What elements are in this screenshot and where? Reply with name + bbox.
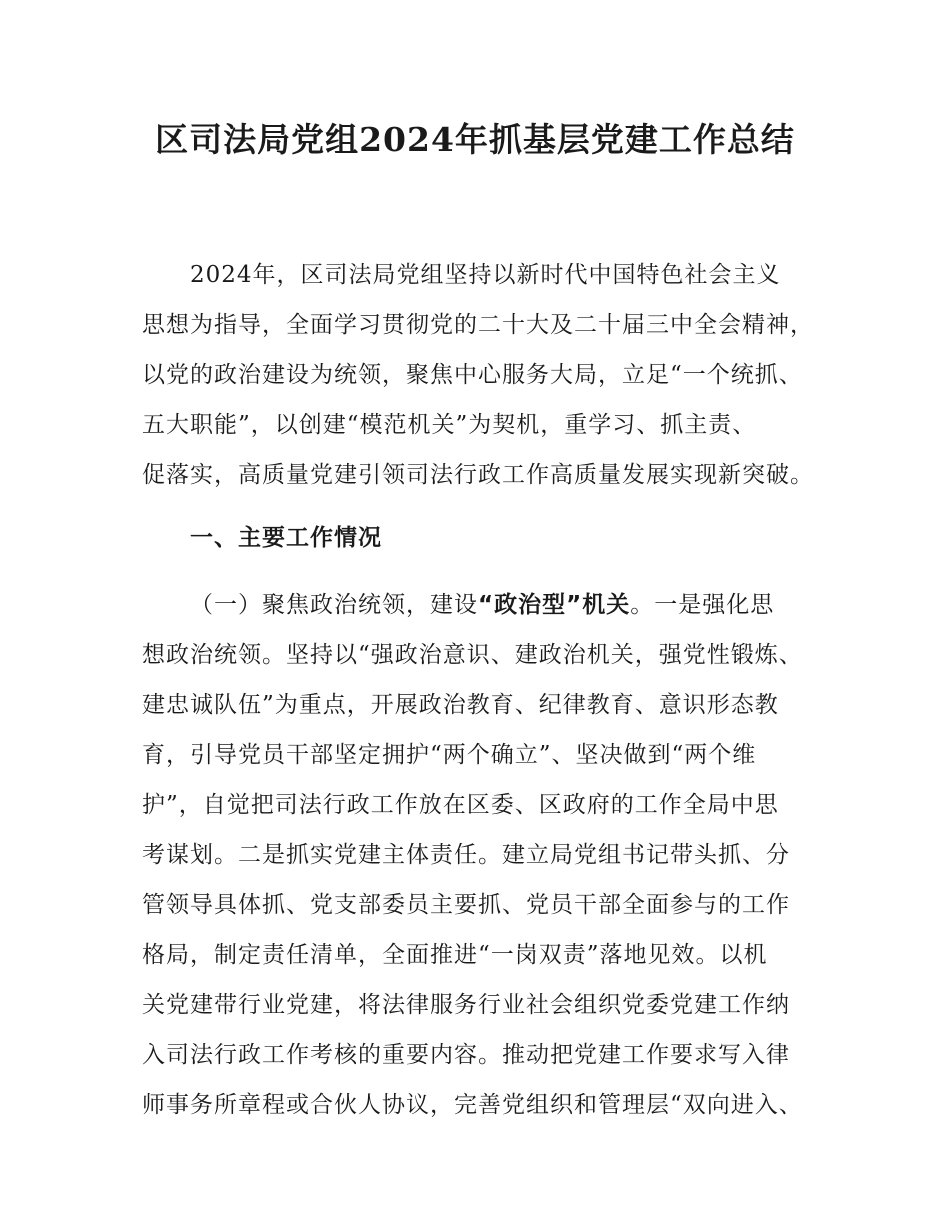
- document-title: 区司法局党组2024年抓基层党建工作总结: [155, 120, 795, 159]
- body-line: 关党建带行业党建，将法律服务行业社会组织党委党建工作纳: [142, 992, 790, 1018]
- body-line: 考谋划。二是抓实党建主体责任。建立局党组书记带头抓、分: [142, 842, 790, 868]
- body-line: 想政治统领。坚持以“强政治意识、建政治机关，强党性锻炼、: [142, 642, 803, 668]
- section-heading: 一、主要工作情况: [190, 525, 382, 551]
- subsection-line: [190, 588, 774, 622]
- body-line: 师事务所章程或合伙人协议，完善党组织和管理层“双向进入、: [142, 1092, 803, 1118]
- subsection-emphasis: “政治型”机关: [478, 592, 631, 618]
- body-line: 育，引导党员干部坚定拥护“两个确立”、坚决做到“两个维: [142, 742, 757, 768]
- body-line: 入司法行政工作考核的重要内容。推动把党建工作要求写入律: [142, 1042, 790, 1068]
- intro-line: 2024年，区司法局党组坚持以新时代中国特色社会主义: [190, 262, 781, 288]
- intro-line: 促落实，高质量党建引领司法行政工作高质量发展实现新突破。: [142, 462, 814, 488]
- body-line: 建忠诚队伍”为重点，开展政治教育、纪律教育、意识形态教: [142, 692, 779, 718]
- intro-line: 思想为指导，全面学习贯彻党的二十大及二十届三中全会精神，: [142, 312, 814, 338]
- intro-line: 五大职能”，以创建“模范机关”为契机，重学习、抓主责、: [142, 412, 757, 438]
- body-line: 管领导具体抓、党支部委员主要抓、党员干部全面参与的工作: [142, 892, 790, 918]
- subsection-prefix: （一）聚焦政治统领，建设: [190, 592, 478, 618]
- intro-line: 以党的政治建设为统领，聚焦中心服务大局，立足“一个统抓、: [142, 362, 803, 388]
- body-line: 护”，自觉把司法行政工作放在区委、区政府的工作全局中思: [142, 792, 779, 818]
- subsection-suffix: 。一是强化思: [630, 592, 775, 618]
- body-line: 格局，制定责任清单，全面推进“一岗双责”落地见效。以机: [142, 942, 768, 968]
